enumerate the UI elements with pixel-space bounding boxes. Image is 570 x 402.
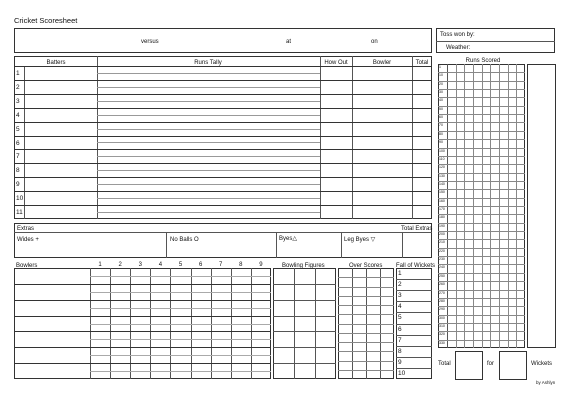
runs-scored-label: 20	[439, 81, 443, 86]
runs-scored-label: 260	[439, 282, 445, 287]
page-title: Cricket Scoresheet	[14, 16, 78, 25]
runs-scored-label: 50	[439, 106, 443, 111]
runs-scored-label: 1	[439, 65, 441, 69]
runs-scored-label: 210	[439, 240, 445, 245]
runs-scored-label: 130	[439, 173, 445, 178]
wicket-number: 10	[398, 369, 406, 377]
runs-scored-label: 190	[439, 223, 445, 228]
credit-text: by Ashlyn	[536, 380, 556, 385]
runs-scored-label: 200	[439, 232, 445, 237]
total-extras-label: Total Extras	[401, 226, 433, 232]
runs-scored-label: 160	[439, 198, 445, 203]
versus-label: versus	[141, 39, 159, 45]
runs-scored-label: 60	[439, 115, 443, 120]
runs-scored-label: 320	[439, 332, 445, 337]
runs-scored-label: 30	[439, 90, 443, 95]
runs-scored-label: 90	[439, 140, 443, 145]
runs-scored-label: 330	[439, 340, 445, 345]
for-label: for	[487, 361, 495, 367]
total-label: Total	[438, 361, 451, 367]
wicket-number: 2	[398, 281, 402, 289]
runs-scored-label: 170	[439, 207, 445, 211]
wicket-number: 7	[398, 336, 402, 344]
header-runs-tally: Runs Tally	[194, 60, 222, 66]
runs-scored-label: 240	[439, 265, 445, 270]
at-label: at	[286, 39, 292, 45]
total-wickets-box[interactable]	[499, 351, 527, 380]
runs-scored-label: 70	[439, 123, 443, 128]
batter-number: 8	[16, 167, 20, 175]
weather-label: Weather:	[446, 45, 471, 51]
wicket-number: 3	[398, 292, 402, 300]
header-total: Total	[415, 60, 429, 66]
runs-scored-label: 180	[439, 215, 445, 220]
runs-scored-label: 250	[439, 273, 445, 278]
over-number: 4	[158, 262, 163, 268]
over-number: 8	[239, 262, 243, 268]
wides-label: Wides +	[17, 237, 39, 243]
bowling-figures-title: Bowling Figures	[282, 263, 325, 269]
runs-scored-label: 290	[439, 307, 445, 312]
runs-scored-label: 80	[439, 131, 443, 136]
toss-won-label: Toss won by:	[440, 32, 475, 38]
batter-number: 4	[16, 111, 20, 119]
leg-byes-label: Leg Byes ▽	[344, 237, 376, 243]
batter-number: 9	[16, 181, 20, 189]
batter-number: 1	[16, 70, 20, 77]
runs-scored-label: 220	[439, 248, 445, 253]
wicket-number: 8	[398, 347, 402, 355]
runs-scored-label: 270	[439, 290, 445, 295]
wicket-number: 9	[398, 358, 402, 366]
batter-number: 3	[16, 97, 20, 105]
batter-number: 10	[16, 195, 24, 203]
runs-scored-label: 300	[439, 315, 445, 320]
runs-scored-label: 10	[439, 73, 443, 78]
batter-number: 2	[16, 83, 20, 91]
over-number: 5	[178, 262, 183, 268]
over-number: 1	[98, 262, 102, 268]
over-number: 2	[118, 262, 122, 268]
runs-scored-label: 120	[439, 165, 445, 170]
over-number: 3	[138, 262, 142, 268]
runs-scored-label: 40	[439, 98, 443, 103]
extras-title: Extras	[17, 226, 35, 232]
batter-number: 5	[16, 125, 20, 133]
fall-of-wickets-title: Fall of Wickets	[396, 263, 436, 269]
batter-number: 11	[16, 209, 23, 216]
on-label: on	[371, 39, 378, 45]
runs-scored-side-column[interactable]	[527, 64, 556, 348]
wicket-number: 1	[398, 270, 402, 277]
over-number: 7	[219, 262, 223, 268]
wicket-number: 5	[398, 314, 402, 322]
wicket-number: 6	[398, 325, 402, 333]
total-runs-box[interactable]	[455, 351, 483, 380]
no-balls-label: No Balls O	[170, 237, 199, 243]
header-how-out: How Out	[324, 60, 348, 66]
batter-number: 6	[16, 139, 20, 147]
runs-scored-label: 230	[439, 257, 445, 262]
runs-scored-title: Runs Scored	[465, 58, 501, 64]
runs-scored-label: 110	[439, 156, 445, 161]
runs-scored-label: 280	[439, 298, 445, 303]
over-number: 6	[198, 262, 203, 268]
match-info-box[interactable]	[14, 28, 432, 53]
over-scores-title: Over Scores	[349, 263, 383, 269]
bowlers-title: Bowlers	[16, 263, 38, 269]
over-number: 9	[259, 262, 263, 268]
runs-scored-label: 310	[439, 323, 445, 328]
header-batters: Batters	[46, 60, 66, 66]
header-bowler: Bowler	[372, 60, 392, 66]
runs-scored-label: 140	[439, 181, 445, 186]
wickets-label: Wickets	[531, 361, 552, 367]
byes-label: Byes△	[279, 236, 297, 242]
runs-scored-label: 150	[439, 190, 445, 195]
wicket-number: 4	[398, 303, 402, 311]
batter-number: 7	[16, 153, 20, 161]
runs-scored-label: 100	[439, 148, 445, 153]
